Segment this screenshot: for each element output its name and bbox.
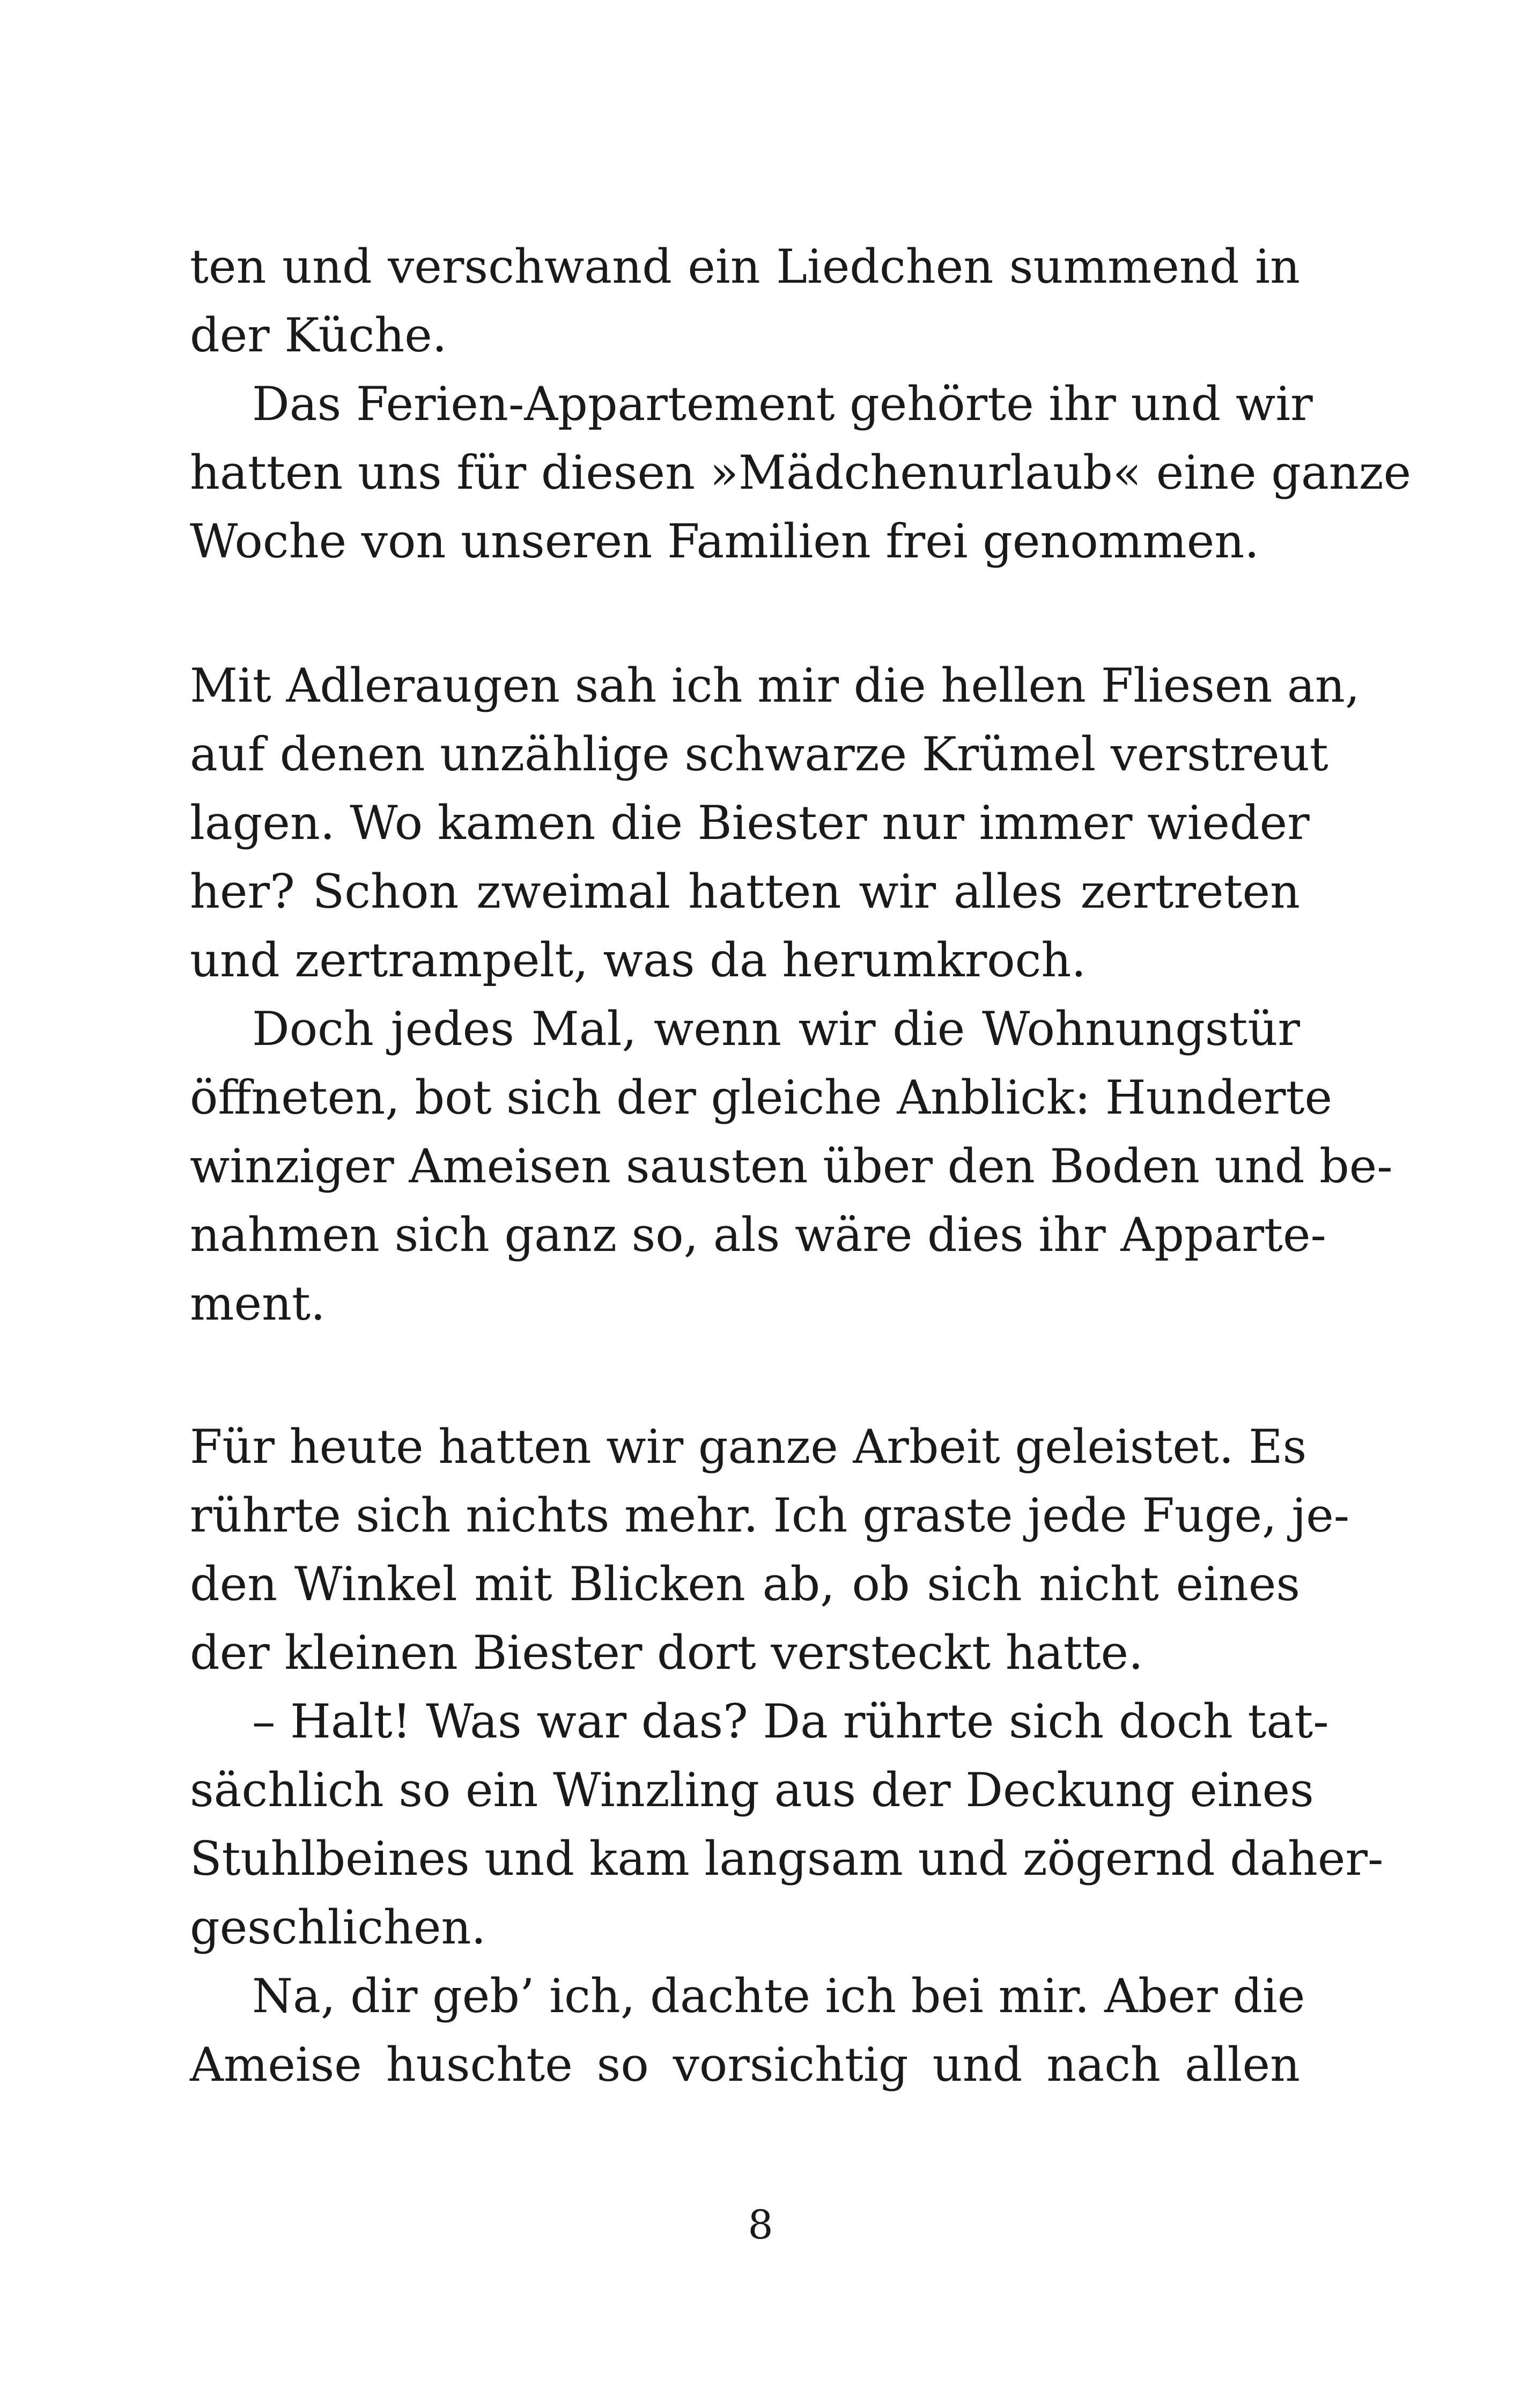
text-line: lagen. Wo kamen die Biester nur immer wieder	[190, 796, 1310, 850]
text-line: ten und verschwand ein Liedchen summend in	[190, 239, 1300, 294]
text-line: geschlichen.	[190, 1900, 486, 1955]
text-line: und zertrampelt, was da herumkroch.	[190, 933, 1087, 988]
text-line: Für heute hatten wir ganze Arbeit geleistet. Es	[190, 1419, 1307, 1474]
text-line: nahmen sich ganz so, als wäre dies ihr Apparte-	[190, 1207, 1326, 1262]
text-line: Das Ferien-Appartement gehörte ihr und wir	[252, 377, 1313, 431]
text-line: winziger Ameisen sausten über den Boden und be-	[190, 1139, 1393, 1194]
text-line: Doch jedes Mal, wenn wir die Wohnungstür	[252, 1002, 1300, 1056]
text-line: hatten uns für diesen »Mädchenurlaub« eine ganze	[190, 445, 1412, 500]
text-line: auf denen unzählige schwarze Krümel verstreut	[190, 727, 1328, 782]
text-line: Woche von unseren Familien frei genommen.	[190, 514, 1259, 569]
text-line: öffneten, bot sich der gleiche Anblick: Hunderte	[190, 1070, 1332, 1125]
text-line: Stuhlbeines und kam langsam und zögernd daher-	[190, 1831, 1384, 1886]
text-line: – Halt! Was war das? Da rührte sich doch tat-	[252, 1694, 1329, 1749]
page-number: 8	[748, 2202, 773, 2248]
text-line: rührte sich nichts mehr. Ich graste jede Fuge, je-	[190, 1488, 1350, 1543]
text-line: der Küche.	[190, 308, 447, 363]
text-line: Mit Adleraugen sah ich mir die hellen Fliesen an,	[190, 658, 1360, 713]
text-line: sächlich so ein Winzling aus der Deckung eines	[190, 1763, 1314, 1817]
text-line: her? Schon zweimal hatten wir alles zertreten	[190, 864, 1300, 919]
text-line: ment.	[190, 1276, 326, 1331]
text-line: den Winkel mit Blicken ab, ob sich nicht eines	[190, 1557, 1300, 1611]
text-line: Ameise huschte so vorsichtig und nach allen	[190, 2037, 1300, 2092]
text-line: Na, dir geb’ ich, dachte ich bei mir. Aber die	[252, 1969, 1305, 2023]
text-line: der kleinen Biester dort versteckt hatte.	[190, 1625, 1143, 1680]
